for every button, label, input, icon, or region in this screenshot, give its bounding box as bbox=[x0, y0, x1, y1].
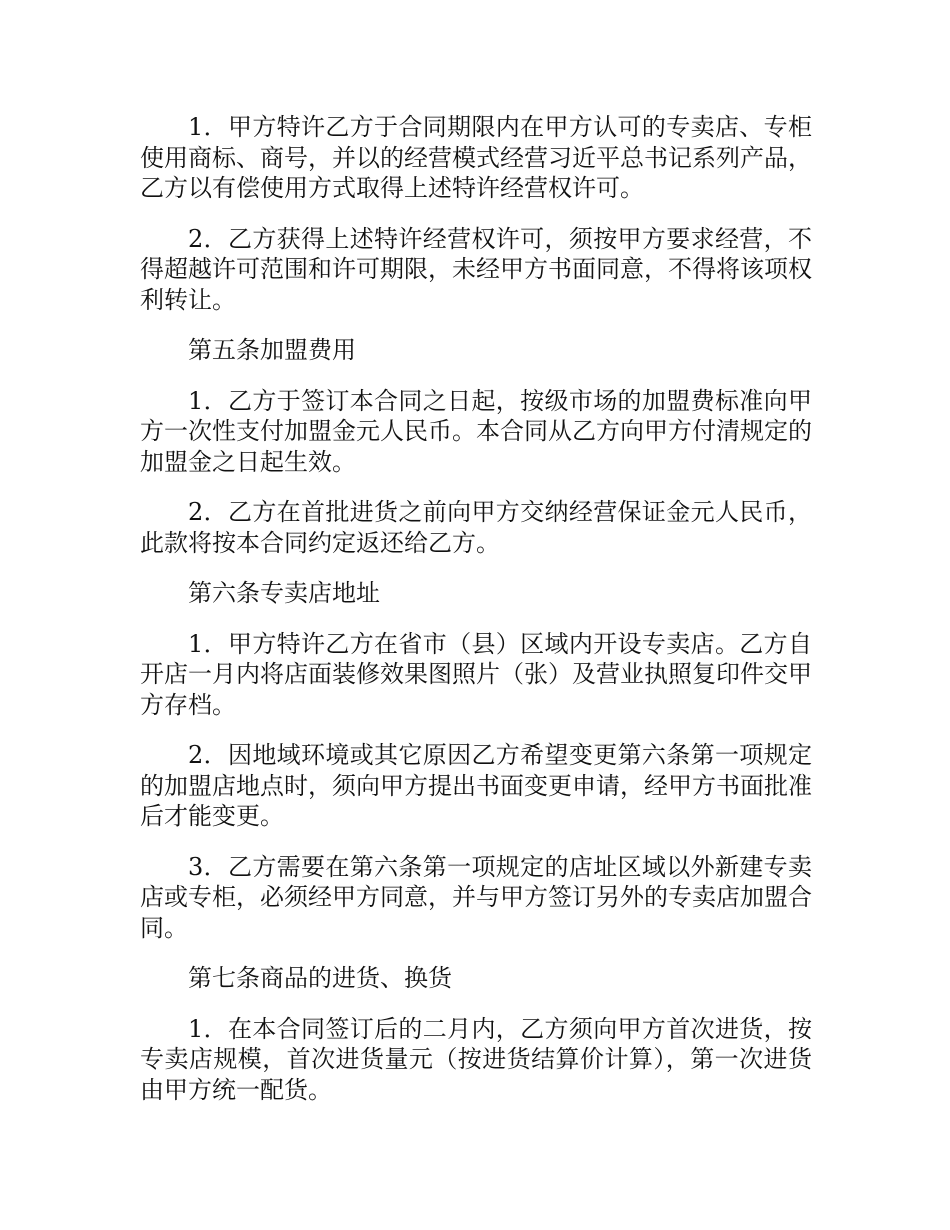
section-heading-article-6: 第六条专卖店地址 bbox=[188, 579, 380, 607]
paragraph-clause-5-2: 2．乙方在首批进货之前向甲方交纳经营保证金元人民币，此款将按本合同约定返还给乙方。 bbox=[140, 498, 812, 557]
paragraph-clause-6-2: 2．因地域环境或其它原因乙方希望变更第六条第一项规定的加盟店地点时，须向甲方提出书面变更申请，经甲方书面批准后才能变更。 bbox=[140, 741, 812, 830]
paragraph-clause-5-1: 1．乙方于签订本合同之日起，按级市场的加盟费标准向甲方一次性支付加盟金元人民币。本合同从乙方向甲方付清规定的加盟金之日起生效。 bbox=[140, 386, 812, 476]
paragraph-clause-6-1: 1．甲方特许乙方在省市（县）区域内开设专卖店。乙方自开店一月内将店面装修效果图照片（张）及营业执照复印件交甲方存档。 bbox=[140, 629, 812, 719]
paragraph-clause-7-1: 1．在本合同签订后的二月内，乙方须向甲方首次进货，按专卖店规模，首次进货量元（按进货结算价计算），第一次进货由甲方统一配货。 bbox=[140, 1014, 812, 1104]
paragraph-clause-4-1: 1．甲方特许乙方于合同期限内在甲方认可的专卖店、专柜使用商标、商号，并以的经营模式经营习近平总书记系列产品，乙方以有偿使用方式取得上述特许经营权许可。 bbox=[140, 113, 812, 202]
paragraph-clause-6-3: 3．乙方需要在第六条第一项规定的店址区域以外新建专卖店或专柜，必须经甲方同意，并与甲方签订另外的专卖店加盟合同。 bbox=[140, 852, 812, 942]
paragraph-clause-4-2: 2．乙方获得上述特许经营权许可，须按甲方要求经营，不得超越许可范围和许可期限，未经甲方书面同意，不得将该项权利转让。 bbox=[140, 224, 812, 314]
section-heading-article-5: 第五条加盟费用 bbox=[188, 336, 356, 364]
document-body bbox=[140, 112, 812, 1125]
section-heading-article-7: 第七条商品的进货、换货 bbox=[188, 964, 452, 992]
